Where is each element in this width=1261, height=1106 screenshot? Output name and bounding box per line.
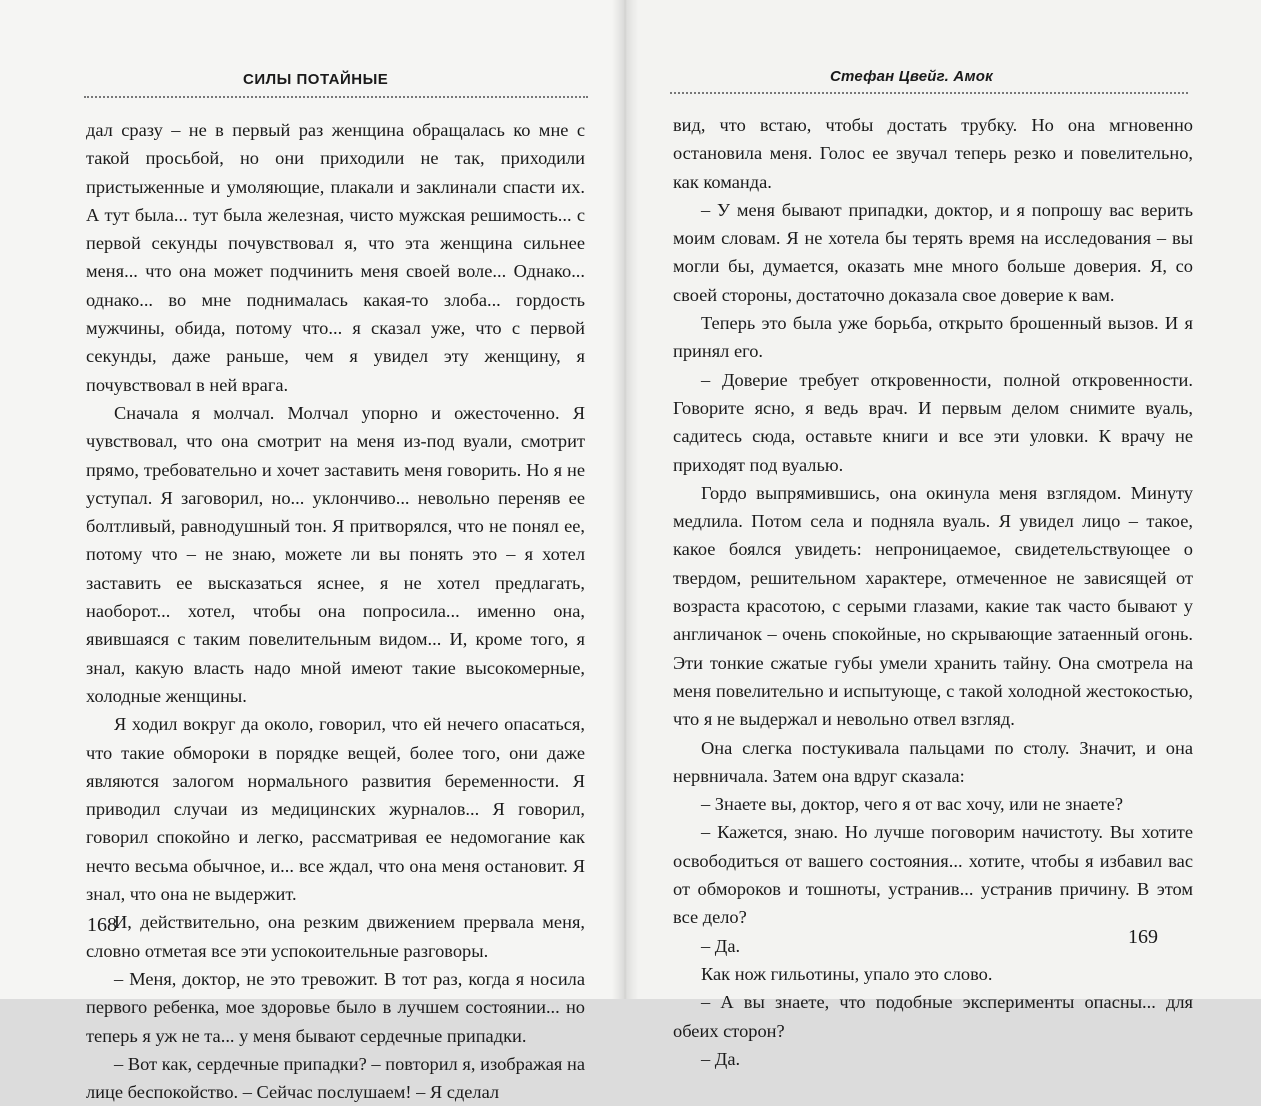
paragraph: Она слегка постукивала пальцами по столу. Значит, и она нервничала. Затем она вдруг сказала: <box>673 737 1193 786</box>
paragraph: Гордо выпрямившись, она окинула меня взглядом. Минуту медлила. Потом села и подняла вуаль. Я увидел лицо – такое, какое боялся увидеть: непроницаемое, свидетельствующее о твердом, решительном характере, отмеченное не зависящей от возраста красотою, с серыми глазами, какие так часто бывают у англичанок – очень спокойные, но скрывающие затаенный огонь. Эти тонкие сжатые губы умели хранить тайну. Она смотрела на меня повелительно и испытующе, с такой холодной жестокостью, что я не выдержал и невольно отвел взгляд. <box>673 482 1193 730</box>
paragraph: – Меня, доктор, не это тревожит. В тот раз, когда я носила первого ребенка, мое здоровье было в лучшем состоянии... но теперь я уж не та... у меня бывают сердечные припадки. <box>86 968 585 1046</box>
right-page <box>625 0 1261 1069</box>
paragraph: Как нож гильотины, упало это слово. <box>701 963 993 984</box>
paragraph: Сначала я молчал. Молчал упорно и ожесточенно. Я чувствовал, что она смотрит на меня из-под вуали, смотрит прямо, требовательно и хочет заставить меня говорить. Но я не уступал. Я заговорил, но... уклончиво... невольно переняв ее болтливый, равнодушный тон. Я притворялся, что не понял ее, потому что – не знаю, можете ли вы понять это – я хотел заставить ее высказаться яснее, я не хотел предлагать, наоборот... хотел, чтобы она попросила... именно она, явившаяся с таким повелительным видом... И, кроме того, я знал, какую власть надо мной имеют такие высокомерные, холодные женщины. <box>86 402 585 706</box>
running-header-right: Стефан Цвейг. Амок <box>830 68 993 85</box>
paragraph: Я ходил вокруг да около, говорил, что ей нечего опасаться, что такие обмороки в порядке вещей, более того, они даже являются залогом нормального развития беременности. Я приводил случаи из медицинских журналов... Я говорил, говорил спокойно и легко, рассматривая ее недомогание как нечто весьма обычное, и... все ждал, что она меня остановит. Я знал, что она не выдержит. <box>86 714 585 905</box>
body-text-right <box>673 111 1193 1073</box>
paragraph: И, действительно, она резким движением прервала меня, словно отметая все эти успокоительные разговоры. <box>86 912 585 961</box>
page-number-right: 169 <box>1128 926 1158 948</box>
left-page <box>0 0 625 1103</box>
paragraph: дал сразу – не в первый раз женщина обращалась ко мне с такой просьбой, но они приходили не так, приходили пристыженные и умоляющие, плакали и заклинали спасти их. А тут была... тут была железная, чисто мужская решимость... с первой секунды почувствовал я, что эта женщина сильнее меня... что она может подчинить меня своей воле... Однако... однако... во мне поднималась какая-то злоба... гордость мужчины, обида, потому что... я сказал уже, что с первой секунды, даже раньше, чем я увидел эту женщину, я почувствовал в ней врага. <box>86 120 585 395</box>
paragraph: – Знаете вы, доктор, чего я от вас хочу, или не знаете? <box>701 794 1123 815</box>
paragraph: Теперь это была уже борьба, открыто брошенный вызов. И я принял его. <box>673 313 1193 362</box>
paragraph: – Вот как, сердечные припадки? – повторил я, изображая на лице беспокойство. – Сейчас послушаем! – Я сделал <box>86 1053 585 1103</box>
paragraph: – Да. <box>701 1048 741 1069</box>
header-rule-right <box>670 92 1188 94</box>
paragraph: – А вы знаете, что подобные эксперименты опасны... для обеих сторон? <box>673 992 1193 1041</box>
running-header-left: СИЛЫ ПОТАЙНЫЕ <box>243 71 389 88</box>
paragraph: – Да. <box>701 935 741 956</box>
paragraph: – Кажется, знаю. Но лучше поговорим начистоту. Вы хотите освободиться от вашего состояния... хотите, чтобы я избавил вас от обмороков и тошноты, устранив... устранив причину. В этом все дело? <box>673 822 1193 928</box>
book-gutter-shadow <box>612 0 638 999</box>
paragraph: – Доверие требует откровенности, полной откровенности. Говорите ясно, я ведь врач. И первым делом снимите вуаль, садитесь сюда, оставьте книги и все эти уловки. К врачу не приходят под вуалью. <box>673 369 1193 475</box>
header-rule-left <box>84 96 588 98</box>
paragraph: – У меня бывают припадки, доктор, и я попрошу вас верить моим словам. Я не хотела бы терять время на исследования – вы могли бы, думается, оказать мне много больше доверия. Я, со своей стороны, достаточно доказала свое доверие к вам. <box>673 199 1193 305</box>
paragraph: вид, что встаю, чтобы достать трубку. Но она мгновенно остановила меня. Голос ее звучал теперь резко и повелительно, как команда. <box>673 115 1193 192</box>
body-text-left <box>86 116 585 1106</box>
page-number-left: 168 <box>87 914 117 936</box>
